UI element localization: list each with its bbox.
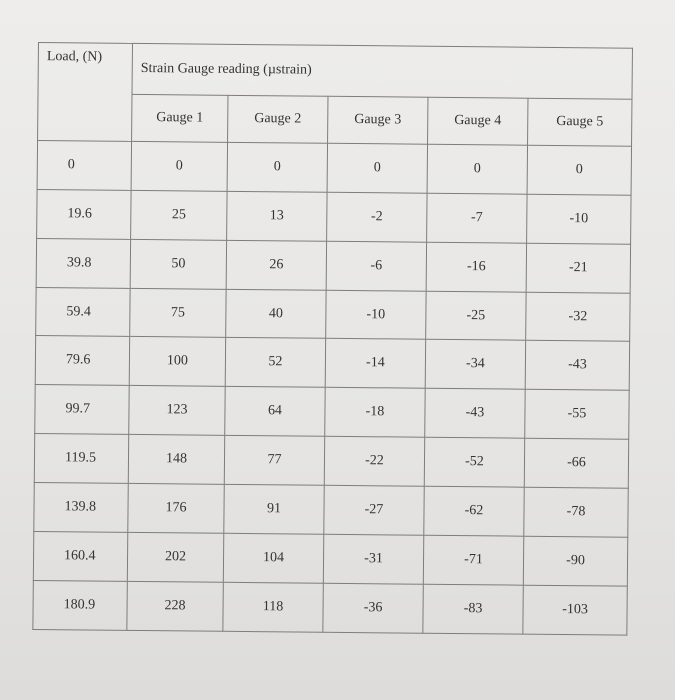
header-row-top [38, 43, 632, 100]
gauge-1-value-cell: 100 [129, 337, 225, 387]
gauge-1-value-cell: 123 [129, 386, 225, 436]
table-row [34, 483, 628, 538]
gauge-3-value-cell: -14 [325, 339, 425, 389]
gauge-5-value-cell: -55 [525, 390, 629, 440]
gauge-4-header: Gauge 4 [428, 97, 528, 145]
gauge-4-value-cell: -62 [424, 486, 524, 536]
strain-gauge-table [32, 42, 633, 636]
table-row [33, 580, 627, 635]
gauge-2-value-cell: 77 [224, 436, 324, 486]
gauge-3-value-cell: -18 [325, 388, 425, 438]
gauge-2-value-cell: 118 [223, 582, 323, 632]
load-column-header: Load, (N) [38, 43, 133, 142]
load-value-cell: 180.9 [33, 580, 127, 630]
gauge-2-value-cell: 52 [225, 338, 325, 388]
load-value-cell: 0 [37, 140, 131, 190]
gauge-2-value-cell: 26 [226, 240, 326, 290]
strain-gauge-group-header: Strain Gauge reading (µstrain) [132, 43, 632, 99]
gauge-3-value-cell: -6 [326, 241, 426, 291]
gauge-2-value-cell: 91 [224, 484, 324, 534]
gauge-2-value-cell: 64 [225, 387, 325, 437]
gauge-4-value-cell: -83 [423, 584, 523, 634]
gauge-1-value-cell: 0 [131, 141, 227, 191]
gauge-3-value-cell: -31 [323, 534, 423, 584]
table-row [36, 238, 630, 293]
gauge-4-value-cell: -71 [423, 535, 523, 585]
gauge-3-value-cell: 0 [327, 143, 427, 193]
gauge-3-value-cell: -10 [326, 290, 426, 340]
gauge-3-value-cell: -22 [324, 437, 424, 487]
gauge-5-value-cell: -103 [523, 585, 627, 635]
gauge-1-value-cell: 75 [130, 288, 226, 338]
gauge-5-header: Gauge 5 [528, 98, 632, 146]
gauge-3-value-cell: -27 [324, 485, 424, 535]
gauge-1-value-cell: 50 [130, 239, 226, 289]
table-row [34, 434, 628, 489]
load-value-cell: 59.4 [36, 287, 130, 337]
gauge-5-value-cell: -10 [527, 194, 631, 244]
table-body [33, 140, 632, 635]
gauge-1-value-cell: 228 [127, 581, 223, 631]
gauge-5-value-cell: -43 [525, 341, 629, 391]
table-row [36, 287, 630, 342]
gauge-4-value-cell: -25 [426, 291, 526, 341]
gauge-4-value-cell: -7 [427, 193, 527, 243]
gauge-1-header: Gauge 1 [132, 94, 228, 142]
gauge-1-value-cell: 176 [128, 484, 224, 534]
gauge-5-value-cell: -78 [524, 487, 628, 537]
table-row [37, 189, 631, 244]
gauge-5-value-cell: -66 [524, 438, 628, 488]
load-value-cell: 79.6 [35, 336, 129, 386]
load-value-cell: 160.4 [33, 532, 127, 582]
load-value-cell: 39.8 [36, 238, 130, 288]
load-value-cell: 139.8 [34, 483, 128, 533]
load-value-cell: 119.5 [34, 434, 128, 484]
gauge-3-value-cell: -2 [327, 192, 427, 242]
table-row [35, 336, 629, 391]
load-value-cell: 99.7 [35, 385, 129, 435]
gauge-4-value-cell: 0 [427, 144, 527, 194]
gauge-2-value-cell: 0 [227, 142, 327, 192]
gauge-3-value-cell: -36 [323, 583, 423, 633]
gauge-4-value-cell: -16 [426, 242, 526, 292]
gauge-5-value-cell: -32 [526, 292, 630, 342]
gauge-4-value-cell: -34 [425, 340, 525, 390]
gauge-1-value-cell: 25 [131, 190, 227, 240]
table-row [35, 385, 629, 440]
gauge-2-value-cell: 104 [223, 533, 323, 583]
load-value-cell: 19.6 [37, 189, 131, 239]
gauge-2-value-cell: 40 [226, 289, 326, 339]
gauge-3-header: Gauge 3 [328, 96, 428, 144]
gauge-2-header: Gauge 2 [228, 95, 328, 143]
gauge-5-value-cell: 0 [527, 145, 631, 195]
gauge-1-value-cell: 202 [127, 532, 223, 582]
gauge-5-value-cell: -21 [526, 243, 630, 293]
gauge-4-value-cell: -52 [424, 437, 524, 487]
table-row [37, 140, 631, 195]
table-row [33, 532, 627, 587]
gauge-5-value-cell: -90 [523, 536, 627, 586]
gauge-2-value-cell: 13 [227, 191, 327, 241]
gauge-1-value-cell: 148 [128, 435, 224, 485]
gauge-4-value-cell: -43 [425, 389, 525, 439]
